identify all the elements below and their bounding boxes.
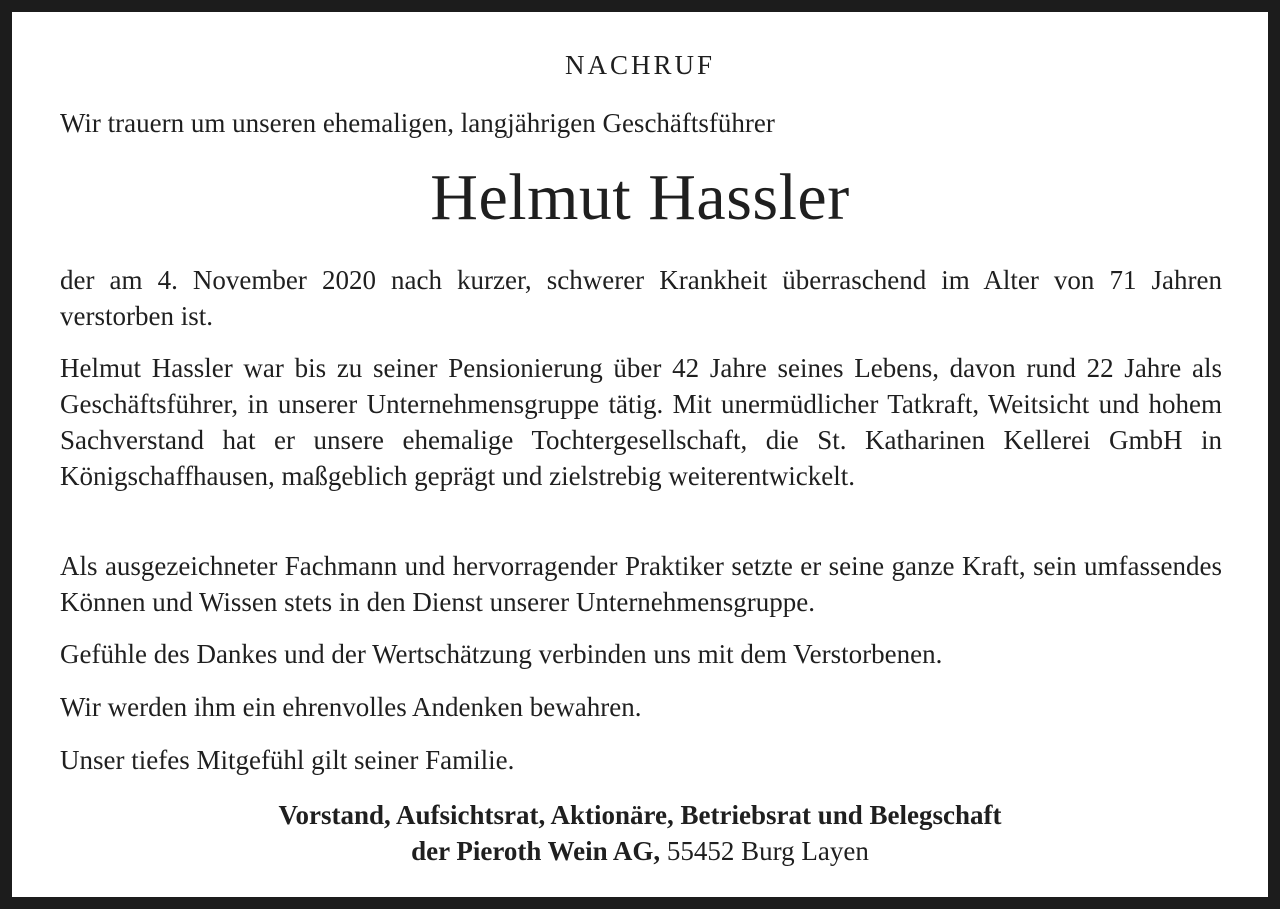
paragraph-expertise: Als ausgezeichneter Fachmann und hervorragender Praktiker setzte er seine ganze Kraft, sein umfassendes Können und Wissen stets in den Dienst unserer Unternehmensgruppe.: [60, 551, 1222, 617]
paragraph-gratitude: Gefühle des Dankes und der Wertschätzung verbinden uns mit dem Verstorbenen.: [60, 639, 943, 669]
deceased-name: Helmut Hassler: [430, 161, 850, 234]
signature-line-1: Vorstand, Aufsichtsrat, Aktionäre, Betriebsrat und Belegschaft: [278, 800, 1002, 830]
signature-line-2: [12, 833, 1268, 869]
signature-block: [12, 797, 1268, 869]
company-address: 55452 Burg Layen: [666, 836, 869, 866]
paragraph-career: Helmut Hassler war bis zu seiner Pensionierung über 42 Jahre seines Lebens, davon rund 22 Jahre als Geschäftsführer, in unserer Unternehmensgruppe tätig. Mit unermüdlicher Tatkraft, Weitsicht und hohem Sachverstand hat er unsere ehemalige Tochtergesellschaft, die St. Katharinen Kellerei GmbH in Königschaffhausen, maßgeblich geprägt und zielstrebig weiterentwickelt.: [60, 353, 1222, 491]
intro-line: Wir trauern um unseren ehemaligen, langjährigen Geschäftsführer: [60, 108, 775, 138]
paragraph-death-notice: der am 4. November 2020 nach kurzer, schwerer Krankheit überraschend im Alter von 71 Jahren verstorben ist.: [60, 265, 1222, 331]
paragraph-memory: Wir werden ihm ein ehrenvolles Andenken bewahren.: [60, 692, 642, 722]
company-name: der Pieroth Wein AG,: [411, 836, 661, 866]
notice-heading: NACHRUF: [564, 50, 716, 80]
paragraph-condolence: Unser tiefes Mitgefühl gilt seiner Familie.: [60, 745, 515, 775]
